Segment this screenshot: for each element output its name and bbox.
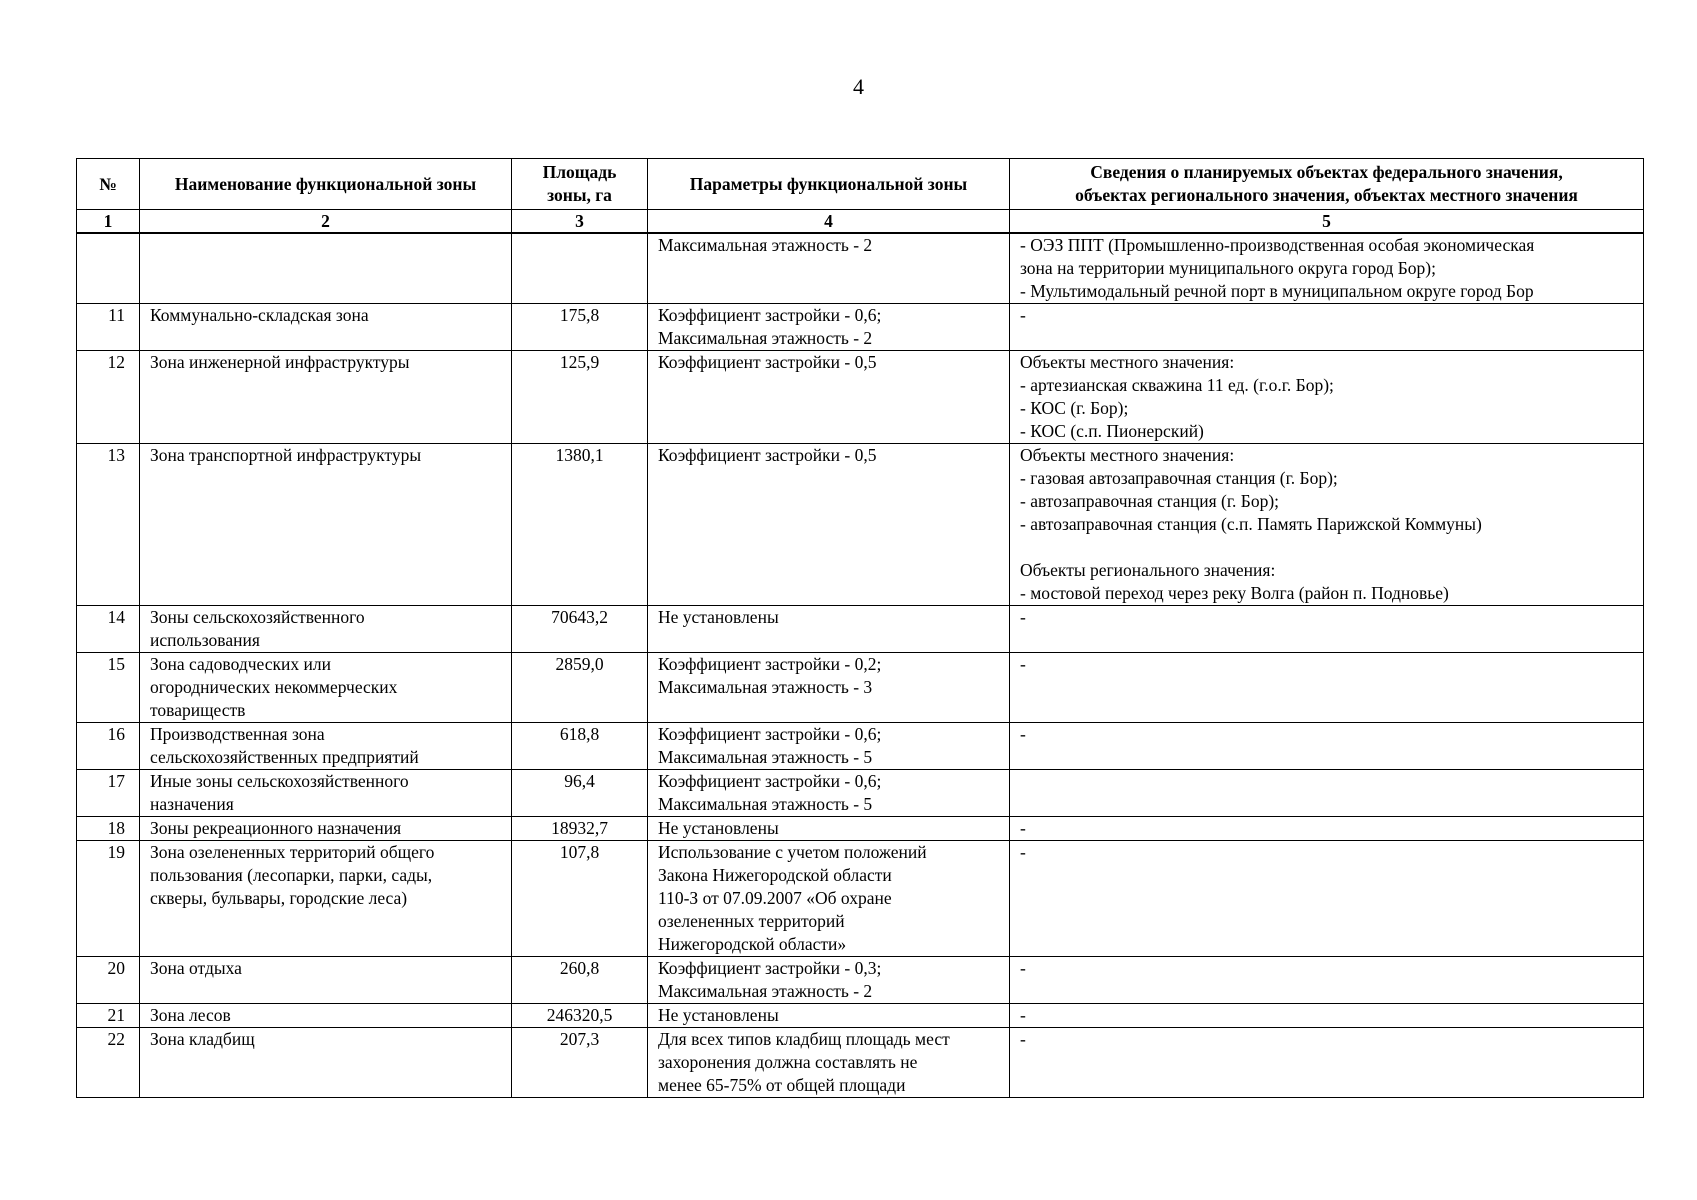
object-line: - газовая автозаправочная станция (г. Бор); <box>1020 468 1338 488</box>
header-parameters: Параметры функциональной зоны <box>648 159 1010 210</box>
row-number: 21 <box>77 1004 140 1028</box>
parameter-line: Нижегородской области» <box>658 934 847 954</box>
object-line: Объекты местного значения: <box>1020 352 1235 372</box>
zone-name <box>140 304 512 351</box>
column-number: 5 <box>1010 210 1644 234</box>
planned-objects <box>1010 351 1644 444</box>
parameter-line: менее 65-75% от общей площади <box>658 1075 906 1095</box>
zone-name-line: Зоны рекреационного назначения <box>150 818 402 838</box>
zone-name <box>140 1004 512 1028</box>
parameter-line: Коэффициент застройки - 0,6; <box>658 305 882 325</box>
zone-name-line: назначения <box>150 794 234 814</box>
object-line: - <box>1020 654 1026 674</box>
zone-name-line: пользования (лесопарки, парки, сады, <box>150 865 433 885</box>
planned-objects <box>1010 957 1644 1004</box>
zone-parameters <box>648 957 1010 1004</box>
row-number: 14 <box>77 606 140 653</box>
parameter-line: Для всех типов кладбищ площадь мест <box>658 1029 950 1049</box>
row-number <box>77 233 140 304</box>
object-line: - артезианская скважина 11 ед. (г.о.г. Бор); <box>1020 375 1334 395</box>
header-row <box>77 159 1644 210</box>
parameter-line: Максимальная этажность - 2 <box>658 981 873 1001</box>
parameter-line: Максимальная этажность - 2 <box>658 235 873 255</box>
zone-parameters <box>648 304 1010 351</box>
parameter-line: Максимальная этажность - 3 <box>658 677 873 697</box>
table-row <box>77 841 1644 957</box>
planned-objects <box>1010 1004 1644 1028</box>
column-number: 4 <box>648 210 1010 234</box>
planned-objects <box>1010 653 1644 723</box>
parameter-line: Максимальная этажность - 2 <box>658 328 873 348</box>
zone-parameters <box>648 351 1010 444</box>
zone-name-line: сельскохозяйственных предприятий <box>150 747 419 767</box>
object-line: - <box>1020 1005 1026 1025</box>
planned-objects <box>1010 817 1644 841</box>
zone-name <box>140 841 512 957</box>
row-number: 20 <box>77 957 140 1004</box>
zone-name <box>140 770 512 817</box>
object-line: - <box>1020 842 1026 862</box>
zone-area: 125,9 <box>512 351 648 444</box>
table-row <box>77 817 1644 841</box>
parameter-line: 110-З от 07.09.2007 «Об охране <box>658 888 892 908</box>
page-number: 4 <box>853 74 864 99</box>
object-line: - КОС (г. Бор); <box>1020 398 1129 418</box>
table-row <box>77 653 1644 723</box>
zone-parameters <box>648 606 1010 653</box>
table-row <box>77 351 1644 444</box>
header-area-line: Площадь <box>542 162 617 182</box>
object-line: - автозаправочная станция (с.п. Память Парижской Коммуны) <box>1020 514 1482 534</box>
zone-name <box>140 957 512 1004</box>
parameter-line: Не установлены <box>658 1005 779 1025</box>
zone-name <box>140 817 512 841</box>
parameter-line: Использование с учетом положений <box>658 842 927 862</box>
zone-area: 2859,0 <box>512 653 648 723</box>
object-line: - Мультимодальный речной порт в муниципальном округе город Бор <box>1020 281 1534 301</box>
zone-area: 260,8 <box>512 957 648 1004</box>
object-line <box>1020 536 1633 559</box>
zone-parameters <box>648 1028 1010 1098</box>
zone-area: 1380,1 <box>512 444 648 606</box>
zone-name <box>140 444 512 606</box>
table-row <box>77 304 1644 351</box>
parameter-line: Закона Нижегородской области <box>658 865 892 885</box>
parameter-line: Максимальная этажность - 5 <box>658 747 873 767</box>
row-number: 17 <box>77 770 140 817</box>
table-row <box>77 233 1644 304</box>
object-line: - <box>1020 305 1026 325</box>
planned-objects <box>1010 233 1644 304</box>
zone-name-line: Зоны сельскохозяйственного <box>150 607 365 627</box>
zone-parameters <box>648 817 1010 841</box>
zone-name <box>140 1028 512 1098</box>
planned-objects <box>1010 723 1644 770</box>
planned-objects <box>1010 1028 1644 1098</box>
zone-area: 96,4 <box>512 770 648 817</box>
column-number: 1 <box>77 210 140 234</box>
zone-name-line: использования <box>150 630 260 650</box>
zone-name-line: Зона инженерной инфраструктуры <box>150 352 410 372</box>
zone-name <box>140 606 512 653</box>
zone-parameters <box>648 653 1010 723</box>
zones-table <box>76 158 1644 1098</box>
zone-name-line: Зона озелененных территорий общего <box>150 842 435 862</box>
zone-name-line: Зона транспортной инфраструктуры <box>150 445 422 465</box>
object-line: - <box>1020 1029 1026 1049</box>
parameter-line: Коэффициент застройки - 0,6; <box>658 724 882 744</box>
header-objects-line: Сведения о планируемых объектах федерального значения, <box>1090 162 1563 182</box>
object-line: - <box>1020 607 1026 627</box>
parameter-line: Не установлены <box>658 607 779 627</box>
parameter-line: Коэффициент застройки - 0,6; <box>658 771 882 791</box>
parameter-line: озелененных территорий <box>658 911 845 931</box>
zone-area: 618,8 <box>512 723 648 770</box>
zone-parameters <box>648 233 1010 304</box>
parameter-line: захоронения должна составлять не <box>658 1052 918 1072</box>
header-objects-line: объектах регионального значения, объектах местного значения <box>1075 185 1578 205</box>
parameter-line: Коэффициент застройки - 0,2; <box>658 654 882 674</box>
zone-area: 18932,7 <box>512 817 648 841</box>
zone-name <box>140 653 512 723</box>
object-line: Объекты местного значения: <box>1020 445 1235 465</box>
zone-name-line: Зона садоводческих или <box>150 654 331 674</box>
table-row <box>77 606 1644 653</box>
zone-name <box>140 233 512 304</box>
table-row <box>77 1004 1644 1028</box>
zone-parameters <box>648 841 1010 957</box>
zone-area: 107,8 <box>512 841 648 957</box>
zone-area: 175,8 <box>512 304 648 351</box>
planned-objects <box>1010 606 1644 653</box>
header-objects <box>1010 159 1644 210</box>
header-zone-name: Наименование функциональной зоны <box>140 159 512 210</box>
zone-name-line: скверы, бульвары, городские леса) <box>150 888 408 908</box>
parameter-line: Максимальная этажность - 5 <box>658 794 873 814</box>
row-number: 12 <box>77 351 140 444</box>
table-row <box>77 723 1644 770</box>
zone-area <box>512 233 648 304</box>
zone-parameters <box>648 770 1010 817</box>
row-number: 15 <box>77 653 140 723</box>
row-number: 11 <box>77 304 140 351</box>
zone-name-line: огороднических некоммерческих <box>150 677 398 697</box>
parameter-line: Коэффициент застройки - 0,5 <box>658 352 877 372</box>
zone-parameters <box>648 1004 1010 1028</box>
object-line: - ОЭЗ ППТ (Промышленно-производственная особая экономическая <box>1020 235 1535 255</box>
zone-parameters <box>648 444 1010 606</box>
object-line: - КОС (с.п. Пионерский) <box>1020 421 1204 441</box>
column-number: 3 <box>512 210 648 234</box>
zone-parameters <box>648 723 1010 770</box>
row-number: 18 <box>77 817 140 841</box>
header-number: № <box>77 159 140 210</box>
zone-name <box>140 351 512 444</box>
parameter-line: Коэффициент застройки - 0,5 <box>658 445 877 465</box>
planned-objects <box>1010 304 1644 351</box>
zone-area: 70643,2 <box>512 606 648 653</box>
header-area <box>512 159 648 210</box>
table-body <box>77 233 1644 1098</box>
object-line: Объекты регионального значения: <box>1020 560 1276 580</box>
zone-name-line: Коммунально-складская зона <box>150 305 369 325</box>
zone-name-line: Зона лесов <box>150 1005 231 1025</box>
object-line: зона на территории муниципального округа город Бор); <box>1020 258 1436 278</box>
column-numbers-row <box>77 210 1644 234</box>
zone-name <box>140 723 512 770</box>
row-number: 16 <box>77 723 140 770</box>
planned-objects <box>1010 444 1644 606</box>
object-line: - <box>1020 724 1026 744</box>
zone-name-line: Зона отдыха <box>150 958 242 978</box>
row-number: 13 <box>77 444 140 606</box>
parameter-line: Не установлены <box>658 818 779 838</box>
planned-objects <box>1010 770 1644 817</box>
header-area-line: зоны, га <box>547 185 612 205</box>
zone-area: 246320,5 <box>512 1004 648 1028</box>
row-number: 19 <box>77 841 140 957</box>
table-row <box>77 957 1644 1004</box>
planned-objects <box>1010 841 1644 957</box>
zone-name-line: товариществ <box>150 700 246 720</box>
table-row <box>77 444 1644 606</box>
object-line: - мостовой переход через реку Волга (район п. Подновье) <box>1020 583 1449 603</box>
zone-area: 207,3 <box>512 1028 648 1098</box>
row-number: 22 <box>77 1028 140 1098</box>
parameter-line: Коэффициент застройки - 0,3; <box>658 958 882 978</box>
table-row <box>77 1028 1644 1098</box>
table-row <box>77 770 1644 817</box>
zone-name-line: Иные зоны сельскохозяйственного <box>150 771 409 791</box>
zone-name-line: Производственная зона <box>150 724 325 744</box>
object-line: - <box>1020 958 1026 978</box>
zone-name-line: Зона кладбищ <box>150 1029 255 1049</box>
object-line: - <box>1020 818 1026 838</box>
column-number: 2 <box>140 210 512 234</box>
object-line: - автозаправочная станция (г. Бор); <box>1020 491 1280 511</box>
